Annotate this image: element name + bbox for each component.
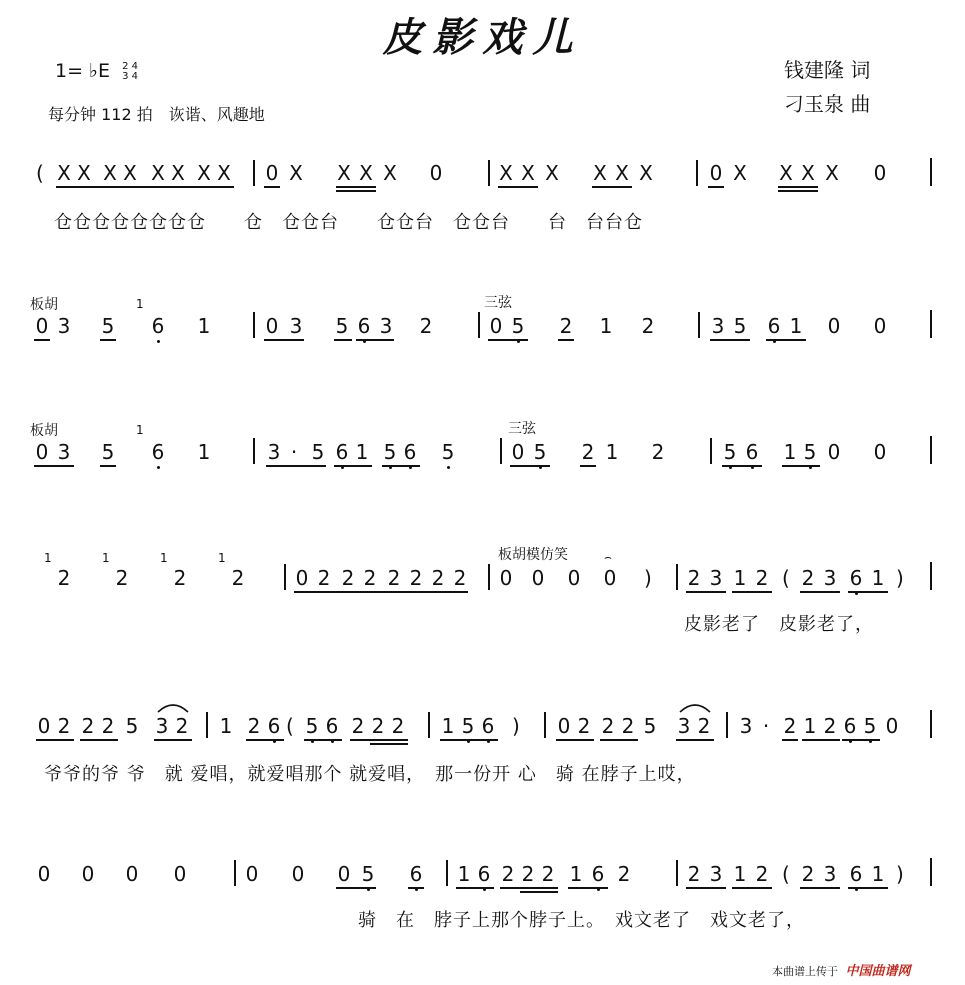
footer-upload-text: 本曲谱上传于 xyxy=(772,965,838,978)
lyrics-row-6: 骑 在 脖子上那个脖子上。 戏文老了 戏文老了， xyxy=(358,910,805,931)
time-sig-bottom: 3 4 xyxy=(122,70,138,82)
site-logo[interactable]: 中国曲谱网 xyxy=(845,964,911,979)
tempo-marking: 每分钟 112 拍 诙谐、风趣地 xyxy=(48,105,265,124)
instrument-label-banhu: 板胡 xyxy=(30,297,58,313)
time-sig-top: 2 4 xyxy=(122,60,138,72)
instrument-label-sanxian-2: 三弦 xyxy=(508,421,536,437)
annotation-banhu-laugh: 板胡模仿笑 xyxy=(498,547,568,563)
score-title: 皮影戏儿 xyxy=(382,14,583,61)
time-signature xyxy=(122,62,138,82)
key-signature xyxy=(55,60,138,82)
instrument-label-sanxian: 三弦 xyxy=(484,295,512,311)
instrument-label-banhu-2: 板胡 xyxy=(30,423,58,439)
key-label: 1= ♭E xyxy=(55,60,111,82)
footer-credit xyxy=(772,960,911,979)
lyrics-row-5: 爷爷的爷 爷 就 爱唱，就爱唱那个 就爱唱， 那一份开 心 骑 在脖子上哎， xyxy=(44,764,696,785)
lyrics-row-1: 仓仓仓仓仓仓仓仓 仓 仓仓台 仓仓台 仓仓台 台 台台仓 xyxy=(54,212,643,233)
lyricist-credit: 钱建隆 词 xyxy=(784,58,871,82)
lyrics-row-4: 皮影老了 皮影老了， xyxy=(684,614,874,635)
composer-credit: 刁玉泉 曲 xyxy=(784,92,871,116)
